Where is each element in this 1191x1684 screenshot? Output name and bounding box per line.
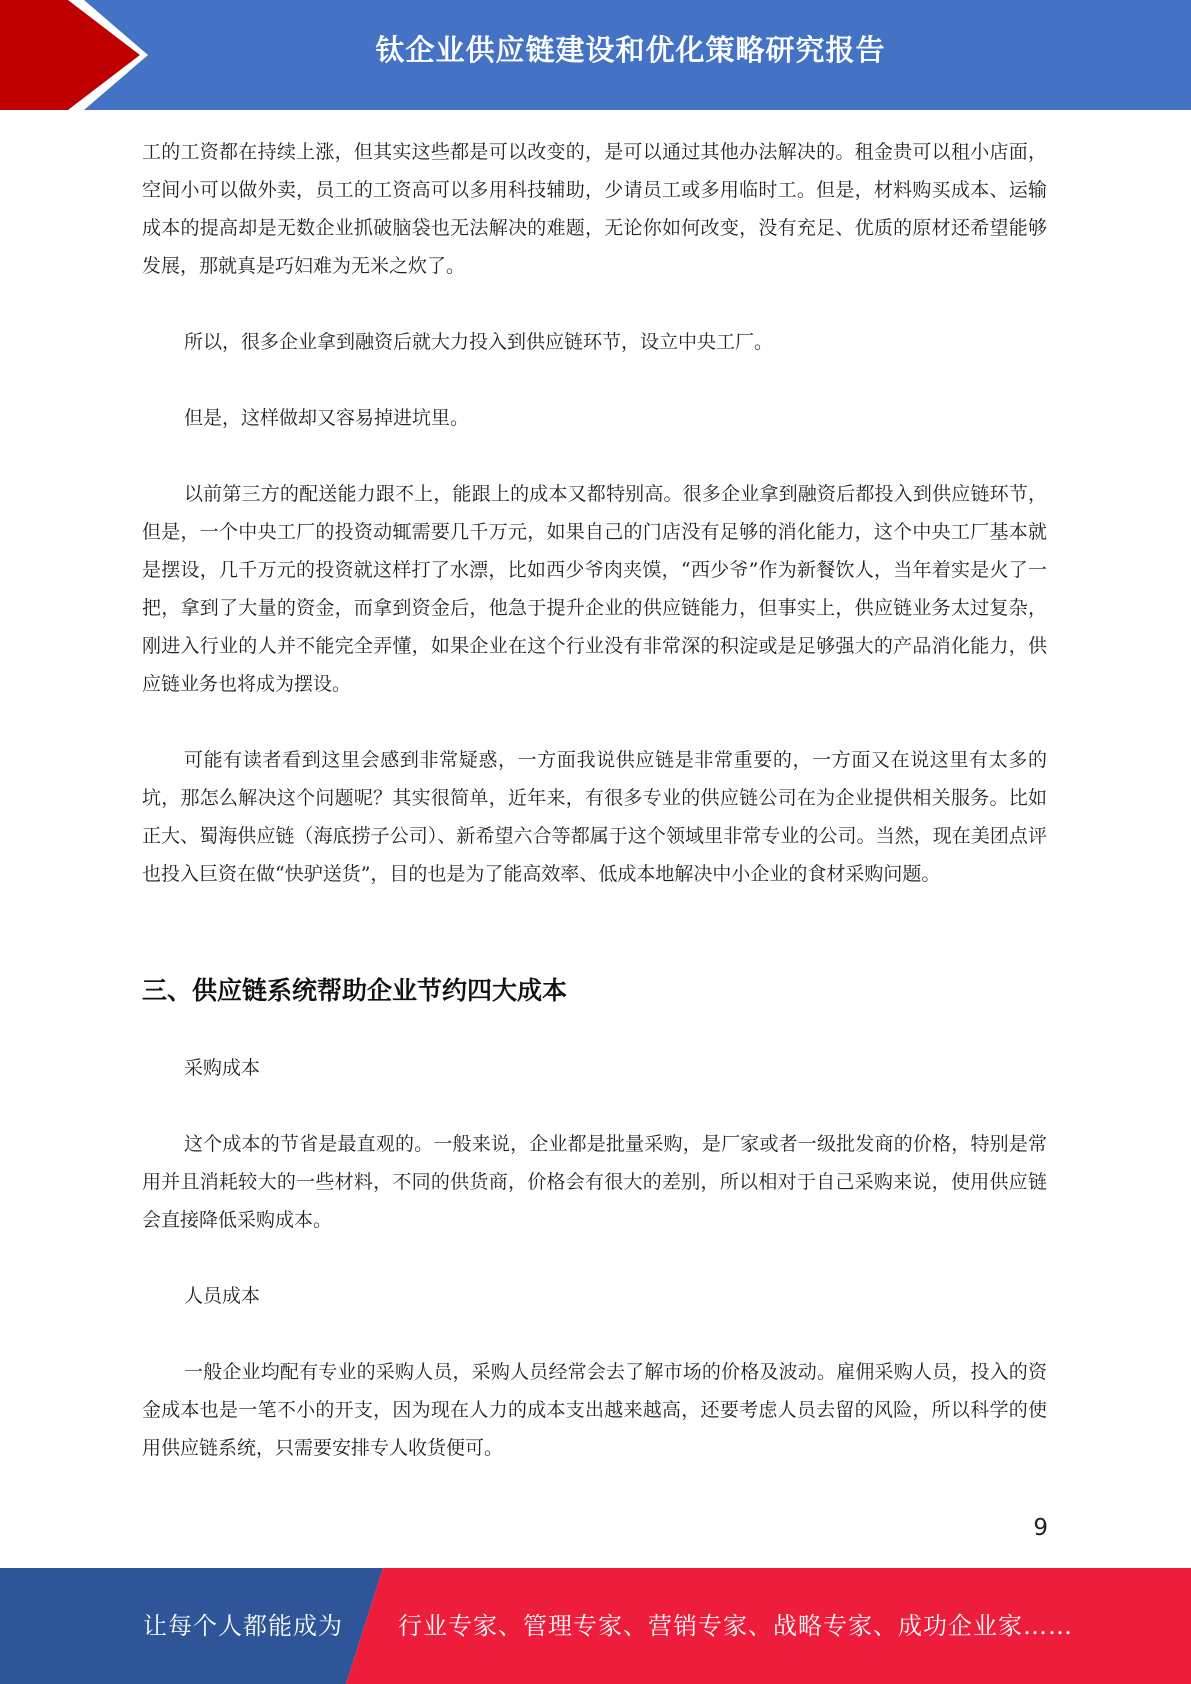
document-body <box>142 133 1047 1467</box>
subheading-purchase-cost: 采购成本 <box>184 1057 261 1079</box>
subheading-personnel-cost: 人员成本 <box>184 1285 261 1307</box>
footer-slogan-right: 行业专家、管理专家、营销专家、战略专家、成功企业家…… <box>398 1612 1073 1640</box>
section-heading: 三、供应链系统帮助企业节约四大成本 <box>142 976 568 1005</box>
page-number: 9 <box>1033 1515 1048 1541</box>
paragraph-6: 这个成本的节省是最直观的。一般来说，企业都是批量采购，是厂家或者一级批发商的价格，特别是常用并且消耗较大的一些材料，不同的供货商，价格会有很大的差别，所以相对于自己采购来说，使用供应链会直接降低采购成本。 <box>142 1133 1047 1231</box>
header-title: 钛企业供应链建设和优化策略研究报告 <box>375 33 886 67</box>
paragraph-3: 但是，这样做却又容易掉进坑里。 <box>184 407 470 429</box>
header-arrow-logo-icon <box>0 0 160 110</box>
paragraph-1: 工的工资都在持续上涨，但其实这些都是可以改变的，是可以通过其他办法解决的。租金贵可以租小店面，空间小可以做外卖，员工的工资高可以多用科技辅助，少请员工或多用临时工。但是，材料购买成本、运输成本的提高却是无数企业抓破脑袋也无法解决的难题，无论你如何改变，没有充足、优质的原材还希望能够发展，那就真是巧妇难为无米之炊了。 <box>142 141 1047 277</box>
footer-slogan-left: 让每个人都能成为 <box>143 1612 343 1640</box>
page-header <box>0 0 1191 110</box>
paragraph-7: 一般企业均配有专业的采购人员，采购人员经常会去了解市场的价格及波动。雇佣采购人员，投入的资金成本也是一笔不小的开支，因为现在人力的成本支出越来越高，还要考虑人员去留的风险，所以科学的使用供应链系统，只需要安排专人收货便可。 <box>142 1361 1047 1459</box>
paragraph-4: 以前第三方的配送能力跟不上，能跟上的成本又都特别高。很多企业拿到融资后都投入到供应链环节，但是，一个中央工厂的投资动辄需要几千万元，如果自己的门店没有足够的消化能力，这个中央工厂基本就是摆设，几千万元的投资就这样打了水漂，比如西少爷肉夹馍，“西少爷”作为新餐饮人，当年着实是火了一把，拿到了大量的资金，而拿到资金后，他急于提升企业的供应链能力，但事实上，供应链业务太过复杂，刚进入行业的人并不能完全弄懂，如果企业在这个行业没有非常深的积淀或是足够强大的产品消化能力，供应链业务也将成为摆设。 <box>142 483 1047 695</box>
paragraph-2: 所以，很多企业拿到融资后就大力投入到供应链环节，设立中央工厂。 <box>184 331 774 353</box>
paragraph-5: 可能有读者看到这里会感到非常疑惑，一方面我说供应链是非常重要的，一方面又在说这里有太多的坑，那怎么解决这个问题呢？其实很简单，近年来，有很多专业的供应链公司在为企业提供相关服务。比如正大、蜀海供应链（海底捞子公司）、新希望六合等都属于这个领域里非常专业的公司。当然，现在美团点评也投入巨资在做“快驴送货”，目的也是为了能高效率、低成本地解决中小企业的食材采购问题。 <box>142 749 1047 885</box>
page-footer <box>0 1568 1191 1684</box>
